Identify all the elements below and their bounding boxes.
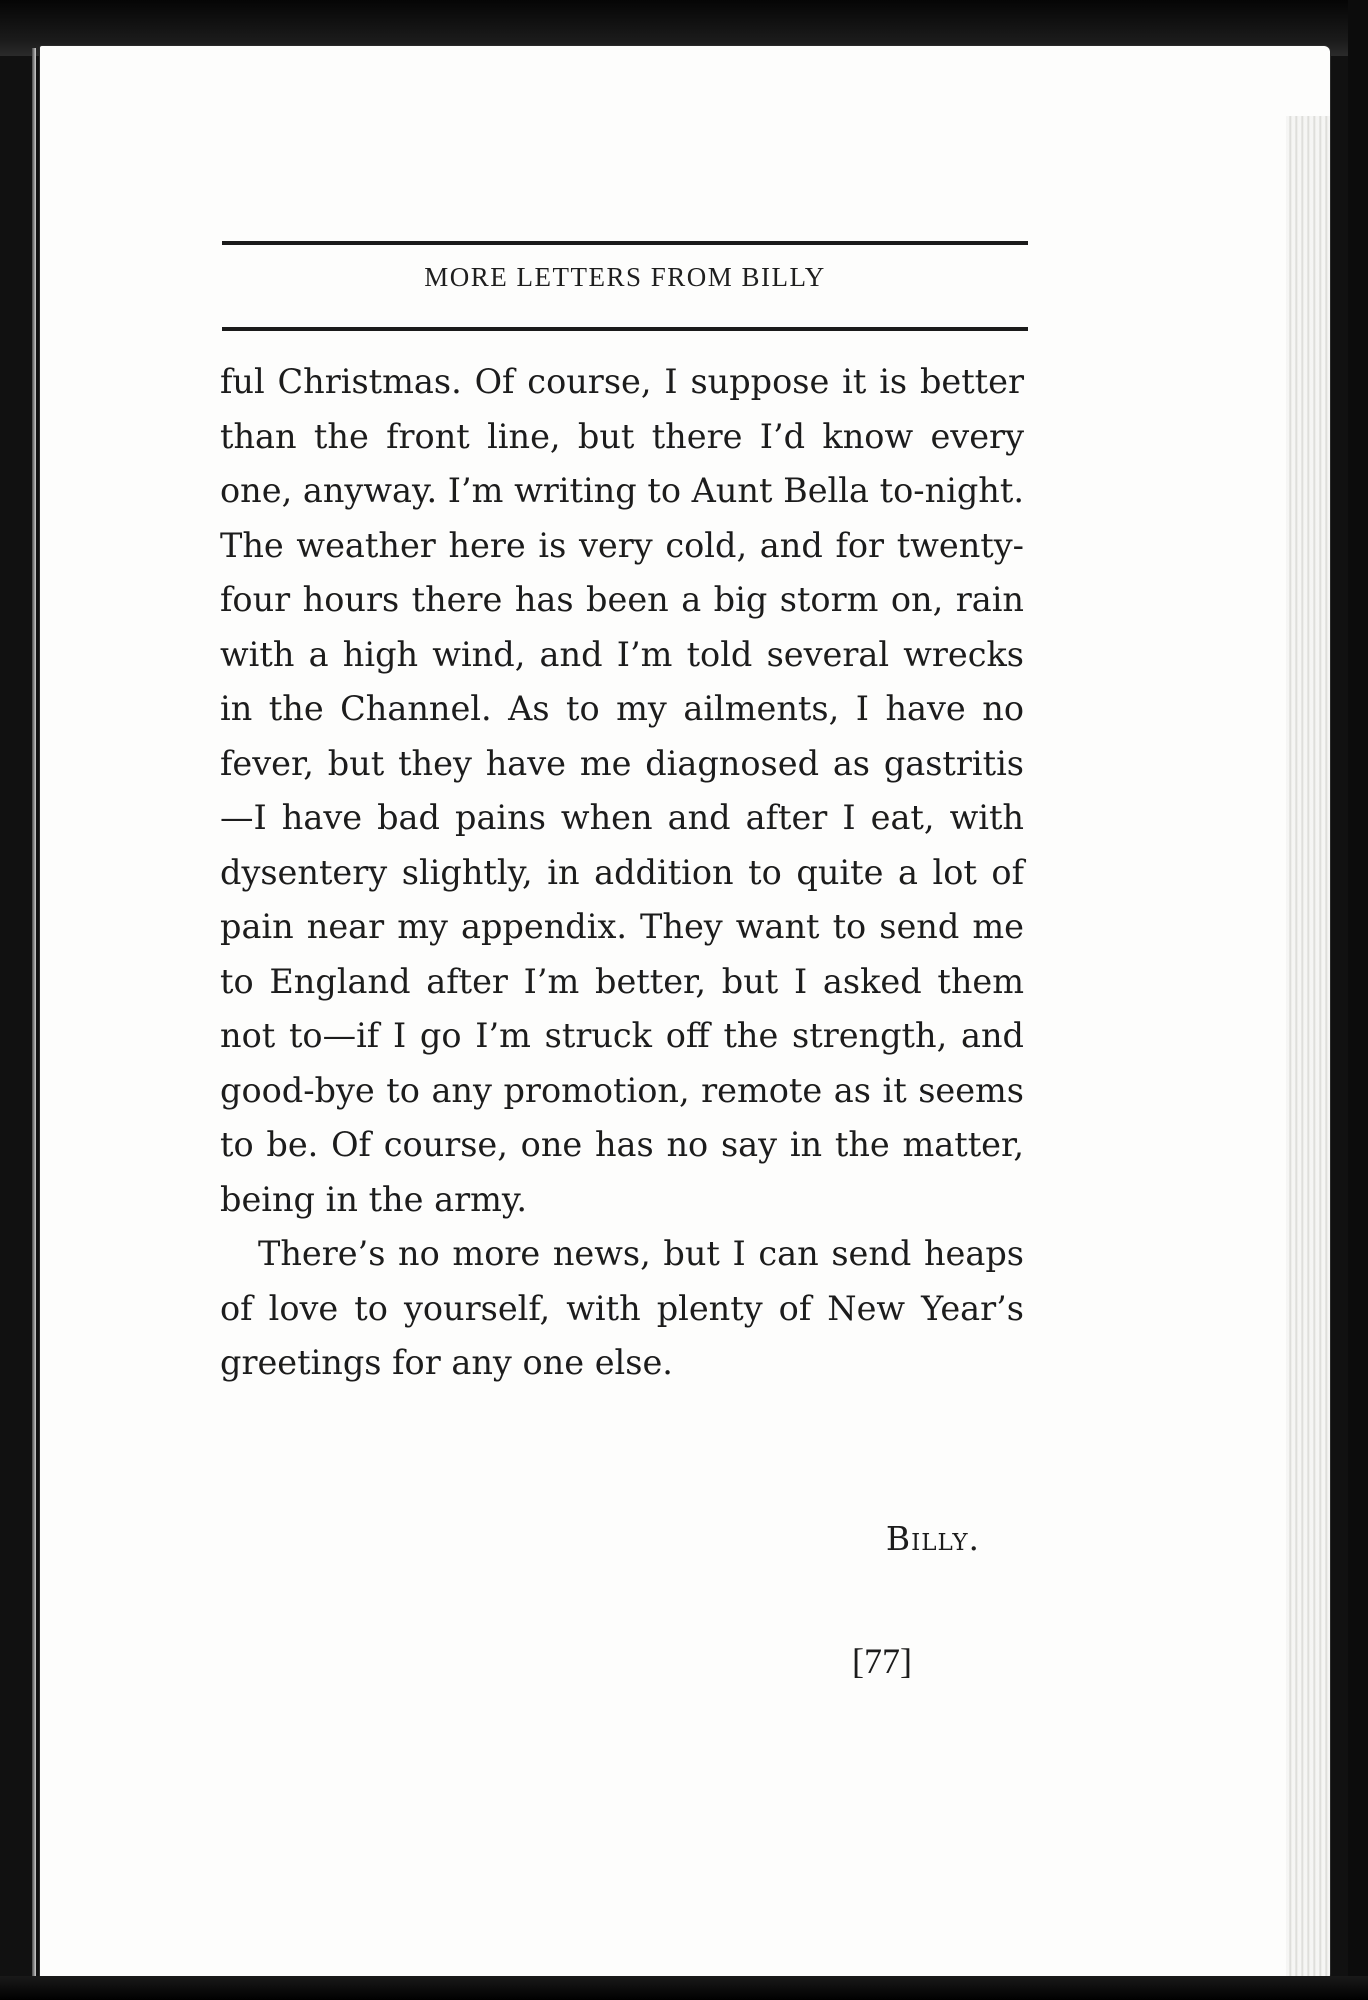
body-text [220,355,1024,1391]
page-number: [77] [852,1641,912,1681]
signature-name: Billy. [885,1519,980,1558]
paragraph-1: ful Christmas. Of course, I suppose it is better than the front line, but there I’d know every one, anyway. I’m writing to Aunt Bella to-night. The weather here is very cold, and for twenty-four hours there has been a big storm on, rain with a high wind, and I’m told several wrecks in the Channel. As to my ailments, I have no fever, but they have me diagnosed as gastritis—I have bad pains when and after I eat, with dysentery slightly, in addition to quite a lot of pain near my appendix. They want to send me to England after I’m better, but I asked them not to—if I go I’m struck off the strength, and good-bye to any promotion, remote as it seems to be. Of course, one has no say in the matter, being in the army. [220,362,1024,1219]
binding-gutter [32,48,36,1978]
scan-bottom-border [0,1976,1368,2000]
paragraph-2: There’s no more news, but I can send heaps of love to yourself, with plenty of New Year’s greetings for any one else. [220,1234,1024,1382]
running-head: MORE LETTERS FROM BILLY [424,262,826,292]
header-rule-top [222,241,1028,245]
signature [220,1519,980,1558]
scan-right-border [1348,0,1368,2000]
header-rule-bottom [222,327,1028,331]
page-edge-stack [1286,116,1330,2000]
